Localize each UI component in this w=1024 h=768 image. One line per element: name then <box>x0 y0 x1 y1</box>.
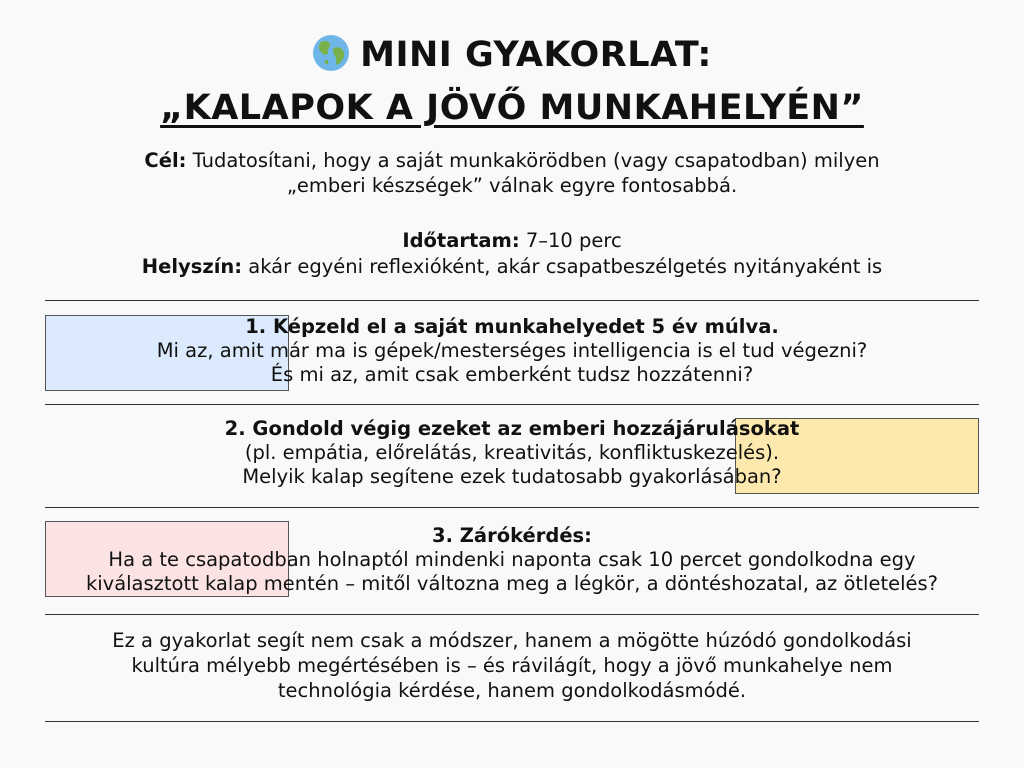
step-2-line-1: (pl. empátia, előrelátás, kreativitás, konfliktuskezelés). <box>244 441 780 464</box>
goal-text-2: „emberi készségek” válnak egyre fontosabbá. <box>286 174 738 197</box>
location-value: akár egyéni reflexióként, akár csapatbeszélgetés nyitányaként is <box>248 255 883 278</box>
goal-label: Cél: <box>144 149 187 172</box>
title-text-1: MINI GYAKORLAT: <box>360 35 712 75</box>
step-2-heading: 2. Gondold végig ezeket az emberi hozzájárulásokat <box>224 417 800 440</box>
closing-line-3: technológia kérdése, hanem gondolkodásmódé. <box>277 679 747 702</box>
location-line <box>0 254 1024 279</box>
globe-icon <box>312 34 350 81</box>
duration-line <box>0 228 1024 253</box>
step-3-line-2: kiválasztott kalap mentén – mitől változna meg a légkör, a döntéshozatal, az ötletelés? <box>85 572 939 595</box>
step-2-line-2: Melyik kalap segítene ezek tudatosabb gyakorlásában? <box>242 465 782 488</box>
divider <box>45 300 979 301</box>
divider <box>45 404 979 405</box>
closing-line-2: kultúra mélyebb megértésében is – és rávilágít, hogy a jövő munkahelye nem <box>131 654 893 677</box>
step-3-heading: 3. Zárókérdés: <box>432 524 592 547</box>
goal-line-1 <box>0 148 1024 173</box>
step-1-heading: 1. Képzeld el a saját munkahelyedet 5 év múlva. <box>245 315 779 338</box>
duration-value: 7–10 perc <box>525 229 622 252</box>
duration-label: Időtartam: <box>402 229 520 252</box>
step-1-line-2: És mi az, amit csak emberként tudsz hozzátenni? <box>270 363 754 386</box>
divider <box>45 507 979 508</box>
step-3-line-1: Ha a te csapatodban holnaptól mindenki naponta csak 10 percet gondolkodna egy <box>108 548 916 571</box>
step-1-line-1: Mi az, amit már ma is gépek/mesterséges intelligencia is el tud végezni? <box>156 339 868 362</box>
page-title-line-2: „KALAPOK A JÖVŐ MUNKAHELYÉN” <box>160 88 864 128</box>
goal-text-1: Tudatosítani, hogy a saját munkakörödben (vagy csapatodban) milyen <box>192 149 880 172</box>
location-label: Helyszín: <box>141 255 243 278</box>
divider <box>45 614 979 615</box>
divider <box>45 721 979 722</box>
page-title-line-1 <box>0 34 1024 81</box>
closing-line-1: Ez a gyakorlat segít nem csak a módszer, hanem a mögötte húzódó gondolkodási <box>112 629 912 652</box>
